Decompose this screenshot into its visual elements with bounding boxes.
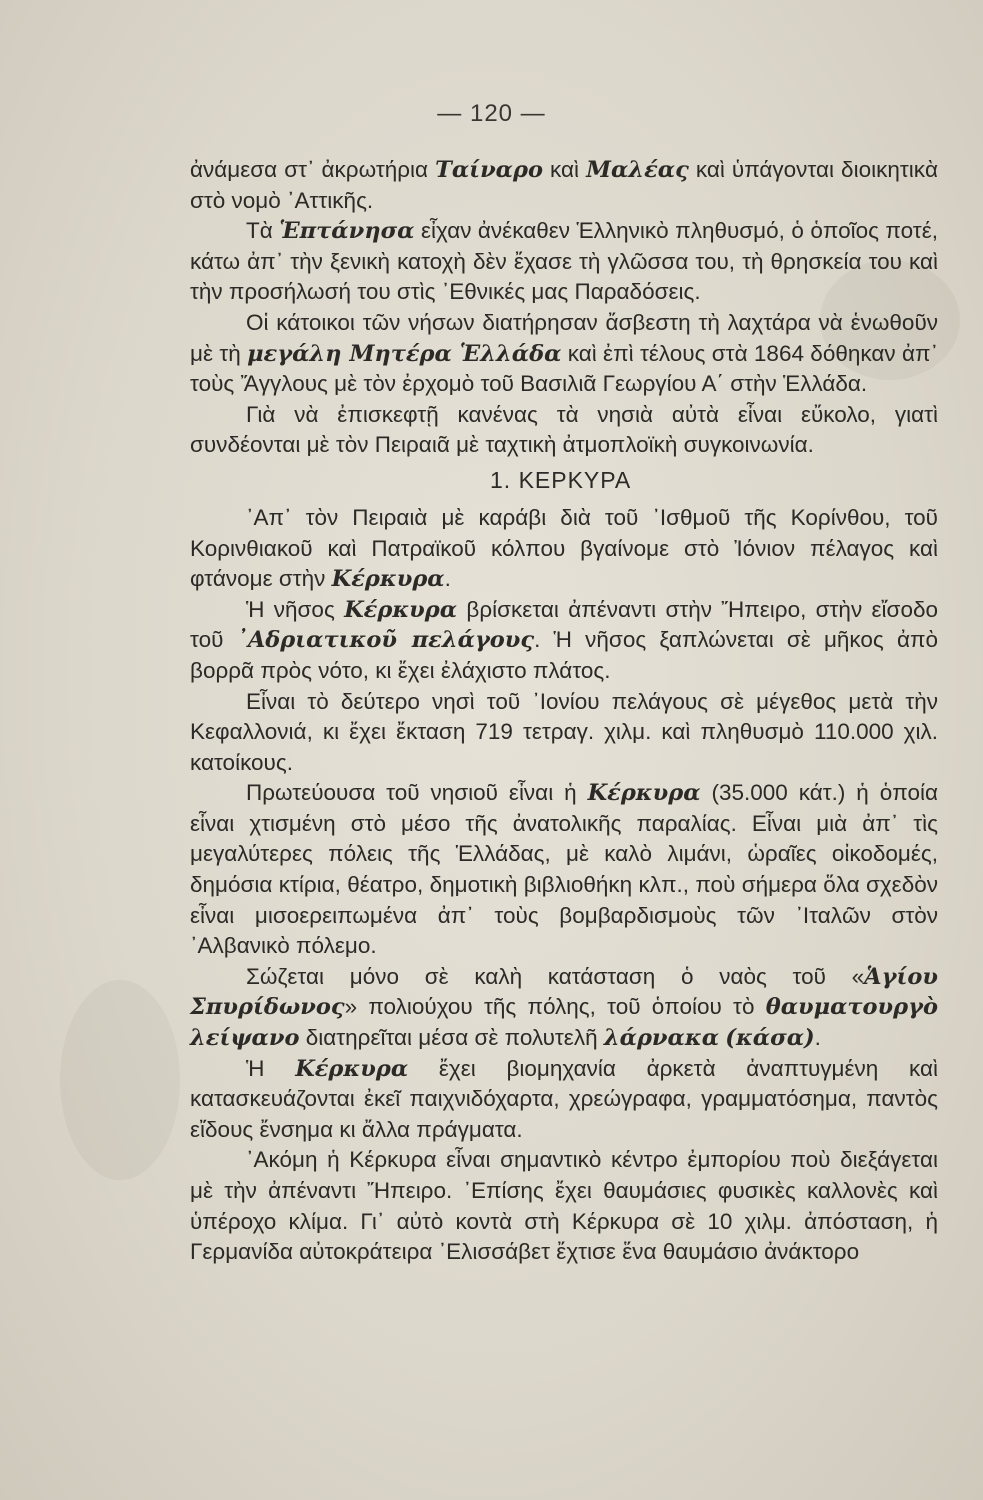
- paragraph: Τὰ Ἑπτάνησα εἶχαν ἀνέκαθεν Ἑλληνικὸ πληθυσμό, ὁ ὁποῖος ποτέ, κάτω ἀπ᾿ τὴν ξενικὴ κατοχὴ δὲν ἔχασε τὴ γλῶσσα του, τὴ θρησκεία του καὶ τὴν προσήλωσή του στὶς ᾿Εθνικές μας Παραδόσεις.: [190, 218, 938, 305]
- emphasized-term: Κέρκυρα: [344, 596, 458, 623]
- emphasized-term: ᾿Αδριατικοῦ πελάγους: [236, 627, 535, 654]
- emphasized-term: λάρνακα: [603, 1025, 720, 1052]
- section-heading: 1. ΚΕΡΚΥΡΑ: [490, 466, 632, 493]
- paragraph: Σώζεται μόνο σὲ καλὴ κατάσταση ὁ ναὸς τοῦ «Ἁγίου Σπυρίδωνος» πολιούχου τῆς πόλης, τοῦ ὁποίου τὸ θαυματουργὸ λείψανο διατηρεῖται μέσα σὲ πολυτελῆ λάρνακα (κάσα).: [190, 963, 938, 1052]
- emphasized-term: Κέρκυρα: [295, 1055, 409, 1082]
- paragraph: Ἡ νῆσος Κέρκυρα βρίσκεται ἀπέναντι στὴν Ἤπειρο, στὴν εἴσοδο τοῦ ᾿Αδριατικοῦ πελάγους. Ἡ νῆσος ξαπλώνεται σὲ μῆκος ἀπὸ βορρᾶ πρὸς νότο, κι ἔχει ἐλάχιστο πλάτος.: [190, 596, 938, 683]
- emphasized-term: μεγάλη Μητέρα Ἑλλάδα: [247, 340, 562, 367]
- emphasized-term: (κάσα): [725, 1025, 815, 1052]
- paragraph: Πρωτεύουσα τοῦ νησιοῦ εἶναι ἡ Κέρκυρα (35.000 κάτ.) ἡ ὁποία εἶναι χτισμένη στὸ μέσο τῆς ἀνατολικῆς παραλίας. Εἶναι μιὰ ἀπ᾿ τὶς μεγαλύτερες πόλεις τῆς Ἑλλάδας, μὲ καλὸ λιμάνι, ὡραῖες οἰκοδομές, δημόσια κτίρια, θέατρο, δημοτικὴ βιβλιοθήκη κλπ., ποὺ σήμερα ὅλα σχεδὸν εἶναι μισοερειπωμένα ἀπ᾿ τοὺς βομβαρδισμοὺς τῶν ᾿Ιταλῶν στὸν ᾿Αλβανικὸ πόλεμο.: [190, 780, 938, 959]
- emphasized-term: θαυματουργὸ λείψανο: [190, 994, 938, 1052]
- paragraph: Οἱ κάτοικοι τῶν νήσων διατήρησαν ἄσβεστη τὴ λαχτάρα νὰ ἑνωθοῦν μὲ τὴ μεγάλη Μητέρα Ἑλλάδα καὶ ἐπὶ τέλους στὰ 1864 δόθηκαν ἀπ᾿ τοὺς Ἄγγλους μὲ τὸν ἐρχομὸ τοῦ Βασιλιᾶ Γεωργίου Α΄ στὴν Ἑλλάδα.: [190, 309, 938, 397]
- emphasized-term: Κέρκυρα: [331, 566, 445, 593]
- page-stain: [60, 980, 180, 1180]
- paragraph: ᾿Ακόμη ἡ Κέρκυρα εἶναι σημαντικὸ κέντρο ἐμπορίου ποὺ διεξάγεται μὲ τὴν ἀπέναντι Ἤπειρο. ᾿Επίσης ἔχει θαυμάσιες φυσικὲς καλλονὲς καὶ ὑπέροχο κλίμα. Γι᾿ αὐτὸ κοντὰ στὴ Κέρκυρα σὲ 10 χιλμ. ἀπόσταση, ἡ Γερμανίδα αὐτοκράτειρα ᾿Ελισσάβετ ἔχτισε ἕνα θαυμάσιο ἀνάκτορο: [190, 1147, 938, 1265]
- page-number: — 120 —: [437, 100, 546, 127]
- paragraph: Γιὰ νὰ ἐπισκεφτῇ κανένας τὰ νησιὰ αὐτὰ εἶναι εὔκολο, γιατὶ συνδέονται μὲ τὸν Πειραιᾶ μὲ ταχτικὴ ἀτμοπλοϊκὴ συγκοινωνία.: [190, 401, 938, 458]
- paragraph: Ἡ Κέρκυρα ἔχει βιομηχανία ἀρκετὰ ἀναπτυγμένη καὶ κατασκευάζονται ἐκεῖ παιχνιδόχαρτα, χρεώγραφα, γραμματόσημα, παντὸς εἴδους ἔνσημα κι ἄλλα πράγματα.: [190, 1055, 939, 1142]
- emphasized-term: Ἁγίου Σπυρίδωνος: [190, 963, 938, 1021]
- body-text: [190, 155, 938, 1268]
- emphasized-term: Μαλέας: [586, 157, 689, 183]
- emphasized-term: Κέρκυρα: [587, 780, 701, 807]
- paragraph: ᾿Απ᾿ τὸν Πειραιὰ μὲ καράβι διὰ τοῦ ᾿Ισθμοῦ τῆς Κορίνθου, τοῦ Κορινθιακοῦ καὶ Πατραϊκοῦ κόλπου βγαίνομε στὸ Ἰόνιον πέλαγος καὶ φτάνομε στὴν Κέρκυρα.: [190, 504, 938, 593]
- paragraph: ἀνάμεσα στ᾿ ἀκρωτήρια Ταίναρο καὶ Μαλέας καὶ ὑπάγονται διοικητικὰ στὸ νομὸ ᾿Αττικῆς.: [190, 157, 938, 213]
- emphasized-term: Ἑπτάνησα: [279, 218, 415, 245]
- paragraph: Εἶναι τὸ δεύτερο νησὶ τοῦ ᾿Ιονίου πελάγους σὲ μέγεθος μετὰ τὴν Κεφαλλονιά, κι ἔχει ἔκταση 719 τετραγ. χιλμ. καὶ πληθυσμὸ 110.000 χιλ. κατοίκους.: [190, 688, 938, 775]
- emphasized-term: Ταίναρο: [435, 157, 543, 183]
